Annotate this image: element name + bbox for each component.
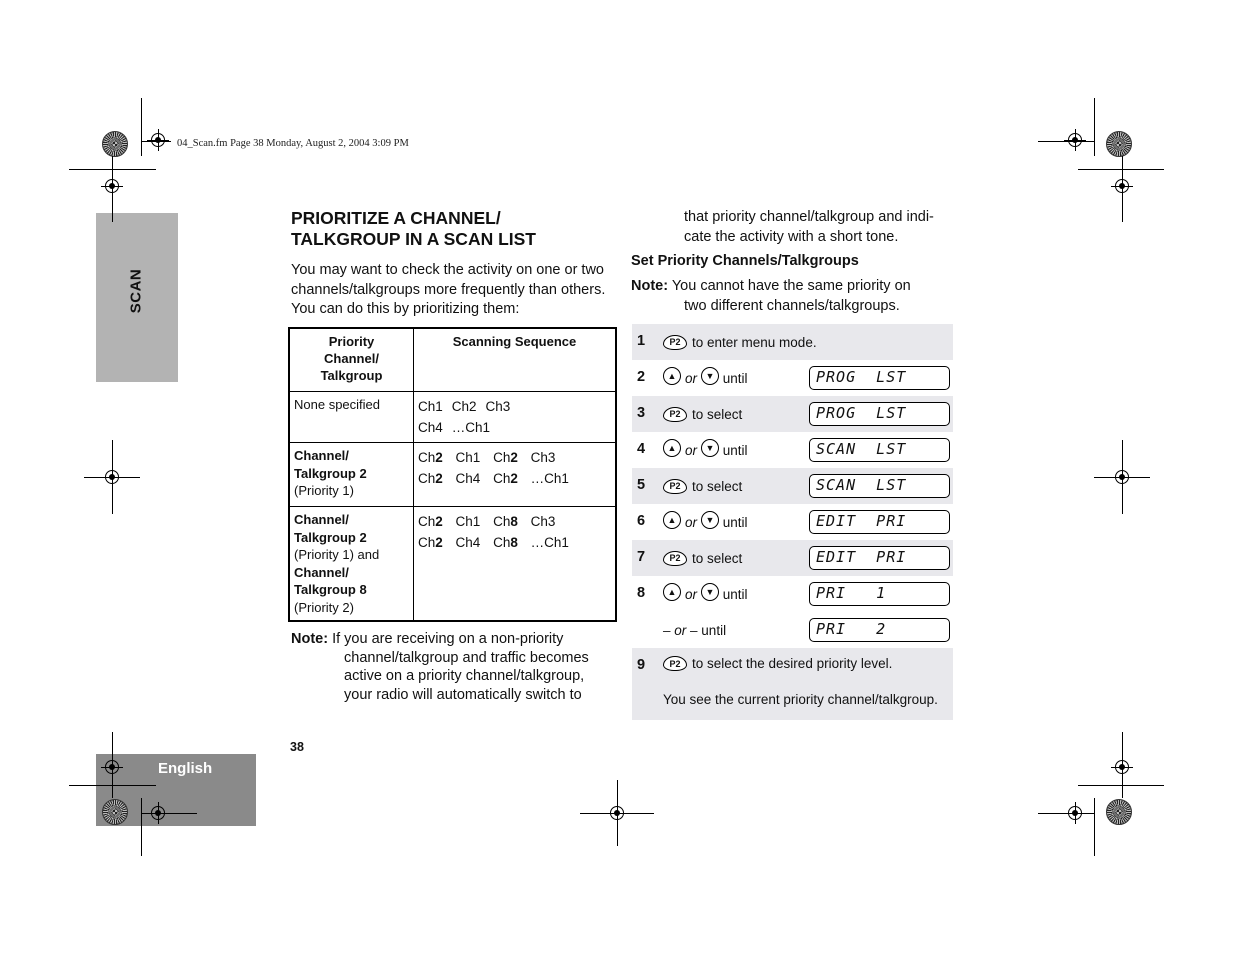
header-scanning-sequence: Scanning Sequence xyxy=(414,328,617,392)
table-header-row xyxy=(289,328,616,392)
continued-paragraph: that priority channel/talkgroup and indi- cate the activity with a short tone. xyxy=(684,209,934,245)
step-8: 8 ▲ or ▼ until PRI 1 xyxy=(632,576,953,612)
row-sequence: Ch2 Ch1 Ch2 Ch3 Ch2 Ch4 Ch2 …Ch1 xyxy=(414,443,617,507)
intro-paragraph: You may want to check the activity on one or two channels/talkgroups more frequently than others. You can do this by prioritizing them: xyxy=(291,262,606,317)
section-subtitle: Set Priority Channels/Talkgroups xyxy=(631,253,859,269)
lcd-display: PROG LST xyxy=(809,366,950,390)
step-1: 1 P2 to enter menu mode. xyxy=(632,324,953,360)
lcd-display: EDIT PRI xyxy=(809,510,950,534)
row-label: Channel/ Talkgroup 2 (Priority 1) and Channel/ Talkgroup 8 (Priority 2) xyxy=(289,507,414,622)
row-label: Channel/ Talkgroup 2 (Priority 1) xyxy=(289,443,414,507)
table-row xyxy=(289,392,616,443)
file-header: 04_Scan.fm Page 38 Monday, August 2, 2004 3:09 PM xyxy=(177,138,409,149)
header-priority: Priority Channel/ Talkgroup xyxy=(289,328,414,392)
p2-button-icon: P2 xyxy=(663,479,687,494)
up-arrow-icon: ▲ xyxy=(663,583,681,601)
section-tab-label: SCAN xyxy=(127,268,145,314)
down-arrow-icon: ▼ xyxy=(701,511,719,529)
section-tab-scan xyxy=(96,213,178,382)
p2-button-icon: P2 xyxy=(663,335,687,350)
p2-button-icon: P2 xyxy=(663,407,687,422)
step-6: 6 ▲ or ▼ until EDIT PRI xyxy=(632,504,953,540)
lcd-display: PRI 2 xyxy=(809,618,950,642)
up-arrow-icon: ▲ xyxy=(663,367,681,385)
p2-button-icon: P2 xyxy=(663,656,687,671)
note-left: Note: If you are receiving on a non-priority channel/talkgroup and traffic becomes active on a priority channel/talkgroup, your radio will automatically switch to xyxy=(291,631,589,703)
priority-table xyxy=(288,327,617,622)
row-sequence: Ch1 Ch2 Ch3 Ch4 …Ch1 xyxy=(414,392,617,443)
up-arrow-icon: ▲ xyxy=(663,511,681,529)
lcd-display: EDIT PRI xyxy=(809,546,950,570)
step-8-alt: – or – until PRI 2 xyxy=(632,612,953,648)
lcd-display: PRI 1 xyxy=(809,582,950,606)
down-arrow-icon: ▼ xyxy=(701,367,719,385)
row-sequence: Ch2 Ch1 Ch8 Ch3 Ch2 Ch4 Ch8 …Ch1 xyxy=(414,507,617,622)
note-right: Note: You cannot have the same priority on two different channels/talkgroups. xyxy=(631,278,911,314)
table-row xyxy=(289,507,616,622)
page-number: 38 xyxy=(290,740,304,754)
page-title: PRIORITIZE A CHANNEL/ TALKGROUP IN A SCAN LIST xyxy=(291,208,536,249)
down-arrow-icon: ▼ xyxy=(701,439,719,457)
step-7: 7 P2 to select EDIT PRI xyxy=(632,540,953,576)
lcd-display: SCAN LST xyxy=(809,438,950,462)
p2-button-icon: P2 xyxy=(663,551,687,566)
step-3: 3 P2 to select PROG LST xyxy=(632,396,953,432)
step-9: 9 P2 to select the desired priority level. You see the current priority channel/talkgroup. xyxy=(632,648,953,720)
row-label: None specified xyxy=(289,392,414,443)
up-arrow-icon: ▲ xyxy=(663,439,681,457)
table-row xyxy=(289,443,616,507)
down-arrow-icon: ▼ xyxy=(701,583,719,601)
lcd-display: PROG LST xyxy=(809,402,950,426)
procedure-steps xyxy=(632,324,953,720)
language-tab-label: English xyxy=(158,760,213,777)
lcd-display: SCAN LST xyxy=(809,474,950,498)
step-2: 2 ▲ or ▼ until PROG LST xyxy=(632,360,953,396)
step-5: 5 P2 to select SCAN LST xyxy=(632,468,953,504)
step-4: 4 ▲ or ▼ until SCAN LST xyxy=(632,432,953,468)
